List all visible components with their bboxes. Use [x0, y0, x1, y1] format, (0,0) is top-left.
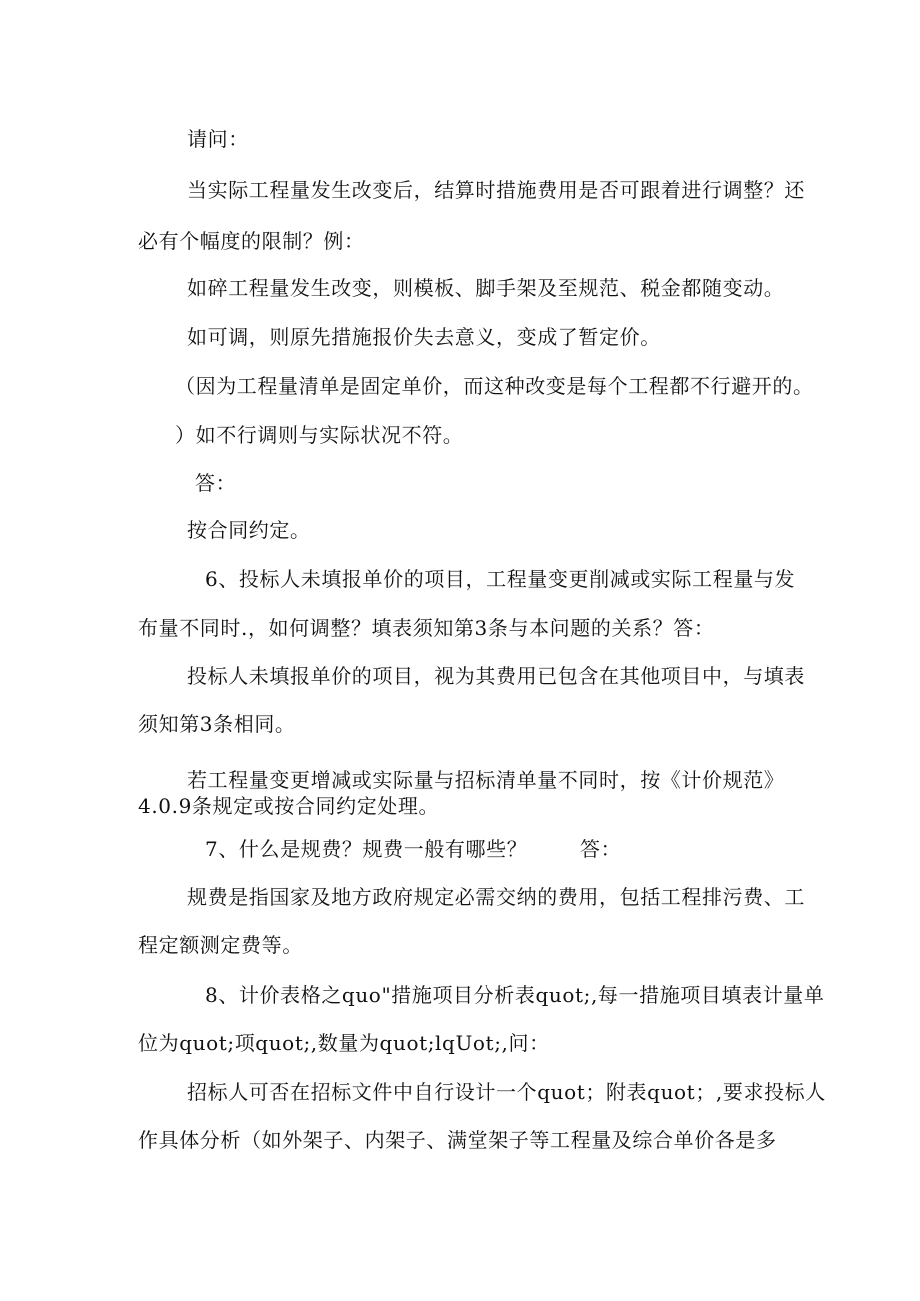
- question-6: 布量不同时.，如何调整？填表须知第3条与本问题的关系？答：: [138, 616, 715, 640]
- question-7: 7、什么是规费？规费一般有哪些？: [205, 837, 528, 861]
- answer-7: 规费是指国家及地方政府规定必需交纳的费用，包括工程排污费、工: [187, 885, 805, 909]
- answer-6: 4.0.9条规定或按合同约定处理。: [138, 794, 440, 818]
- answer-6: 若工程量变更增减或实际量与招标清单量不同时，按《计价规范》: [187, 768, 785, 792]
- question-line: ）如不行调则与实际状况不符。: [175, 423, 464, 447]
- question-8: 作具体分析（如外架子、内架子、满堂架子等工程量及综合单价各是多: [138, 1128, 777, 1152]
- question-6: 6、投标人未填报单价的项目，工程量变更削减或实际工程量与发: [205, 567, 796, 591]
- question-line: 如碎工程量发生改变，则模板、脚手架及至规范、税金都随变动。: [187, 276, 785, 300]
- question-line: 如可调，则原先措施报价失去意义，变成了暂定价。: [187, 325, 661, 349]
- question-prompt: 请问：: [187, 127, 249, 151]
- answer-text: 按合同约定。: [187, 518, 311, 542]
- answer-label: 答：: [580, 837, 622, 861]
- answer-6: 投标人未填报单价的项目，视为其费用已包含在其他项目中，与填表: [187, 664, 805, 688]
- question-line: （因为工程量清单是固定单价，而这种改变是每个工程都不行避开的。: [175, 374, 814, 398]
- question-8: 8、计价表格之quo"措施项目分析表quot;,每一措施项目填表计量单: [205, 983, 825, 1007]
- answer-label: 答：: [195, 471, 237, 495]
- answer-7: 程定额测定费等。: [138, 933, 303, 957]
- question-line: 必有个幅度的限制？例：: [138, 229, 365, 253]
- question-8: 位为quot;项quot;,数量为quot;lqUot;,问：: [138, 1031, 550, 1055]
- question-line: 当实际工程量发生改变后，结算时措施费用是否可跟着进行调整？还: [187, 178, 805, 202]
- question-8: 招标人可否在招标文件中自行设计一个quot；附表quot；,要求投标人: [187, 1080, 826, 1104]
- answer-6: 须知第3条相同。: [138, 712, 296, 736]
